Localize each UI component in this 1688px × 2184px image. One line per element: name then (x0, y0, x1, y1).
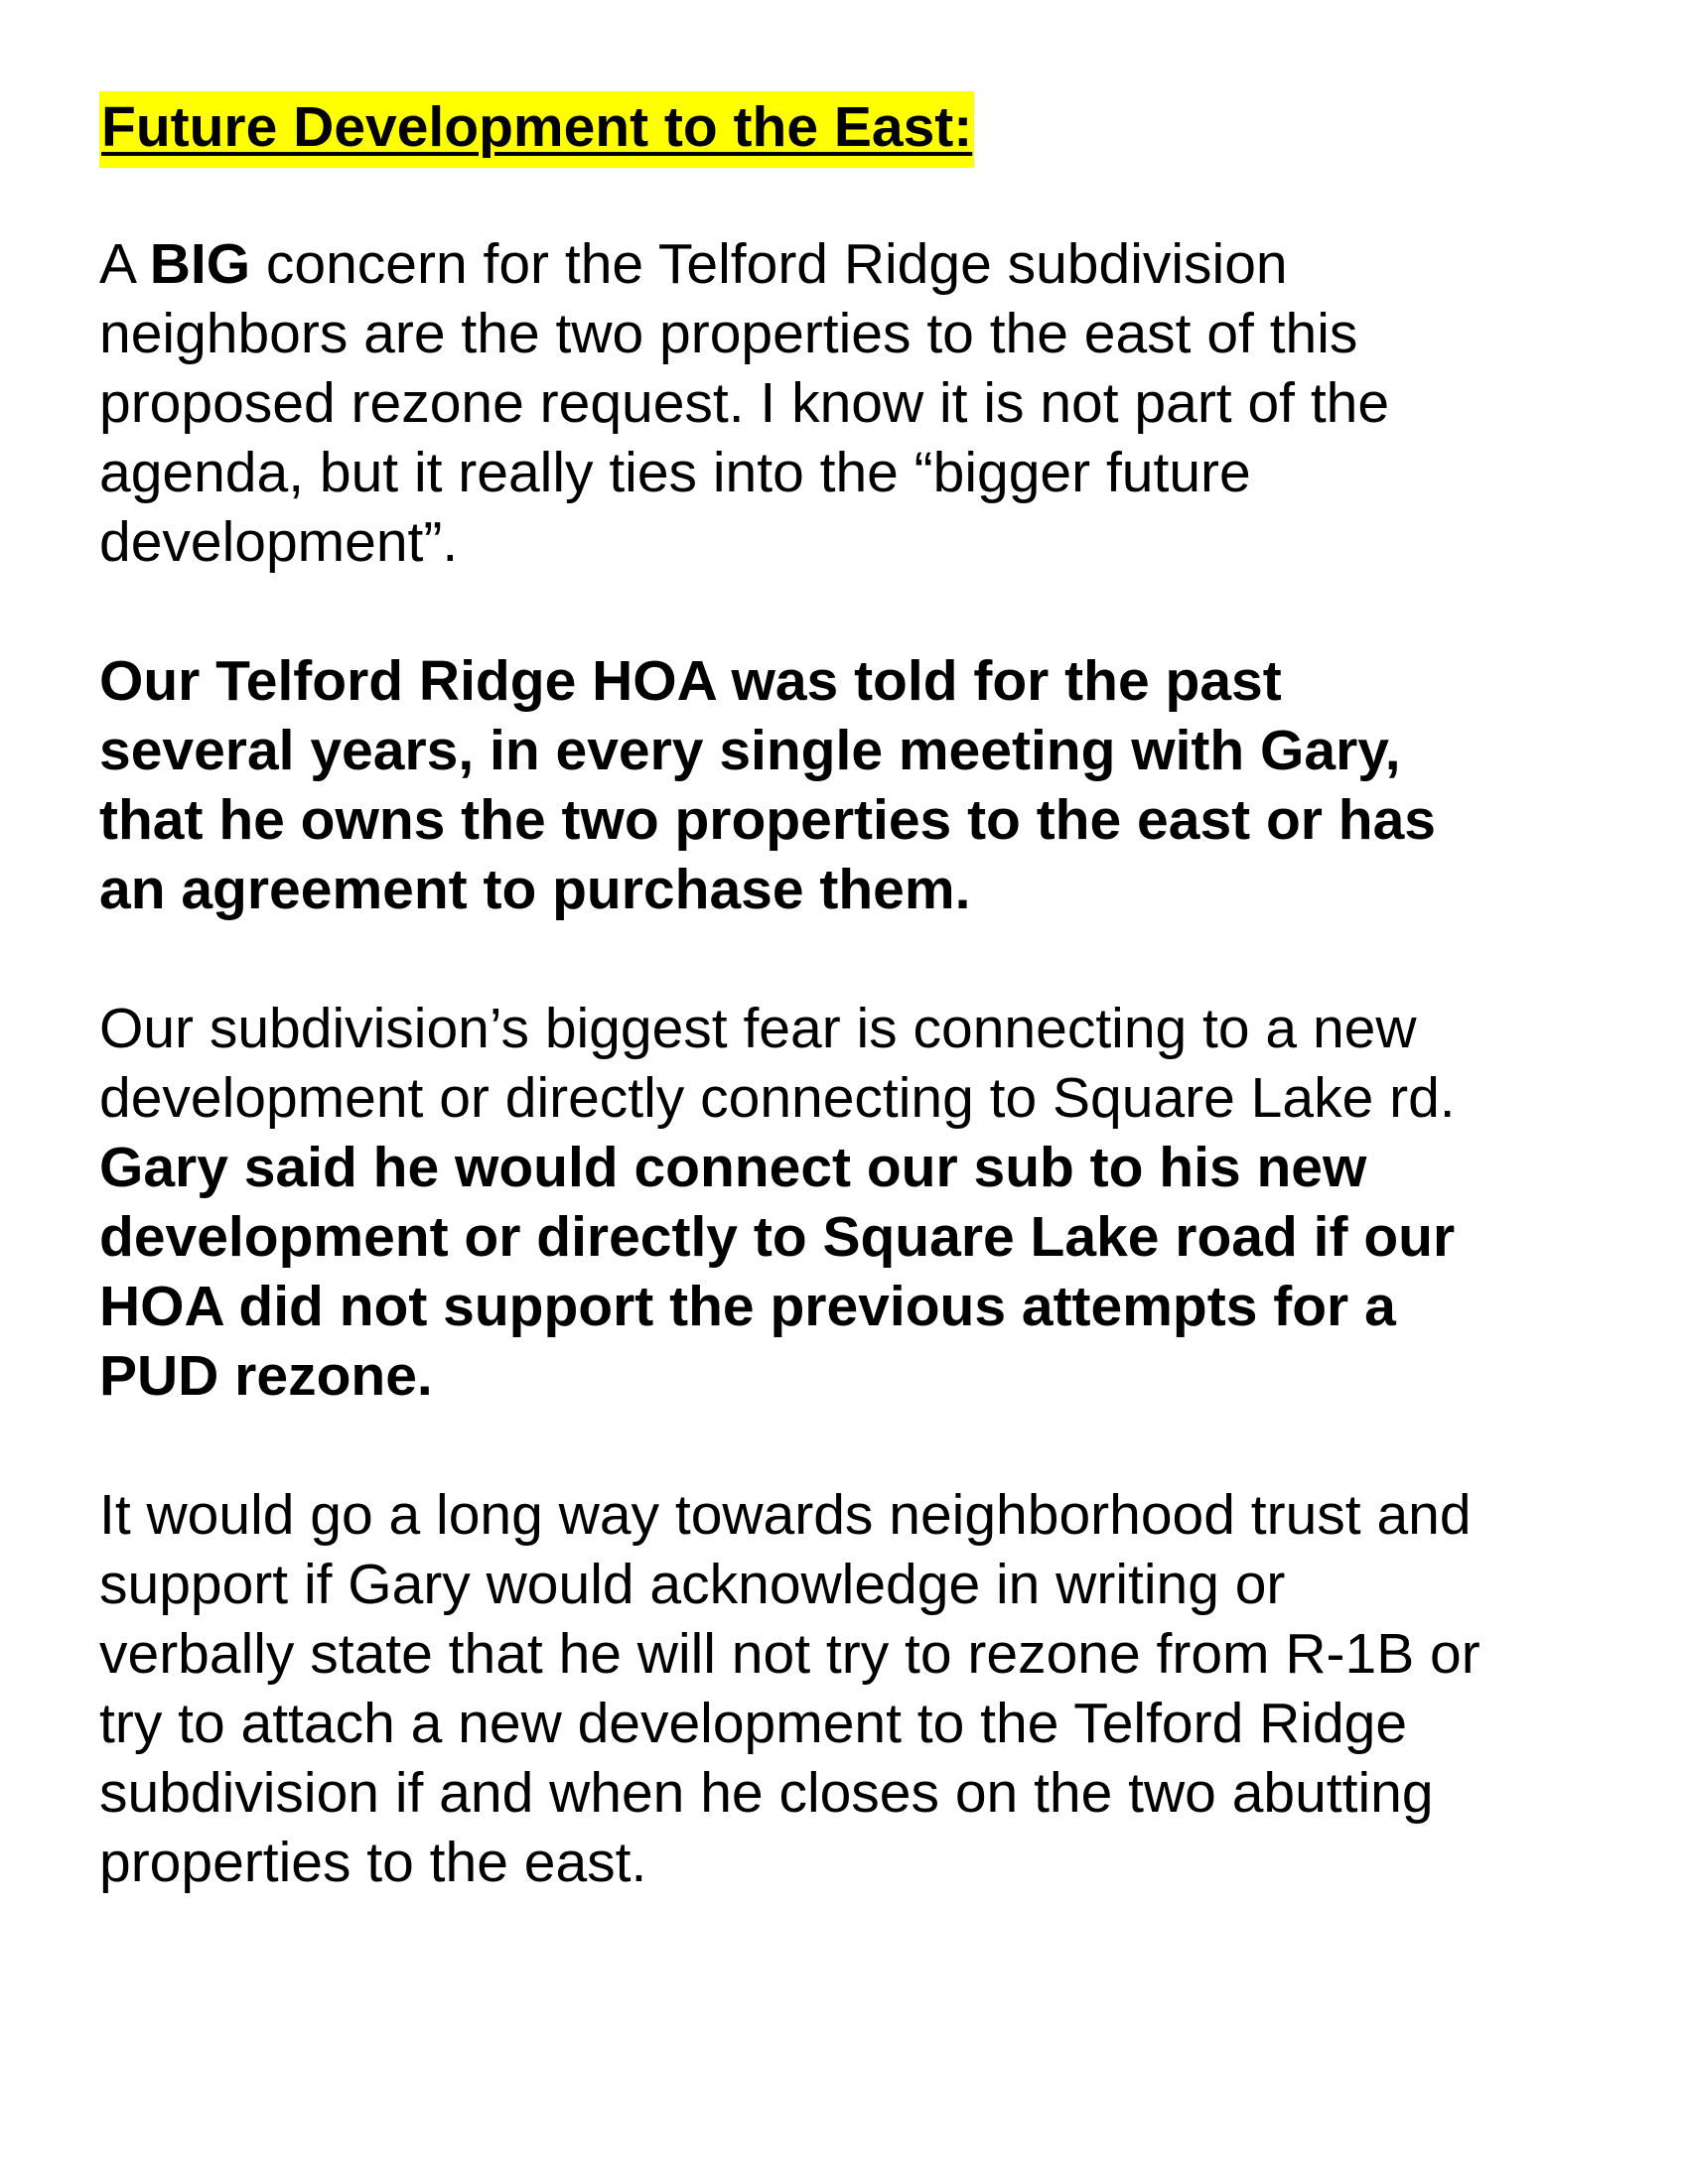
paragraph-line: development”. (99, 510, 459, 574)
paragraph-line: agenda, but it really ties into the “bigger future (99, 441, 1251, 504)
paragraph-line: several years, in every single meeting with Gary, (99, 719, 1401, 782)
paragraph-line: verbally state that he will not try to rezone from R-1B or (99, 1622, 1480, 1686)
paragraph-biggest-fear (99, 994, 1628, 1411)
paragraph-line: try to attach a new development to the Telford Ridge (99, 1692, 1408, 1755)
paragraph-line: development or directly connecting to Square Lake rd. (99, 1066, 1456, 1130)
paragraph-line: It would go a long way towards neighborhood trust and (99, 1483, 1472, 1547)
text-run: concern for the Telford Ridge subdivision (250, 232, 1288, 296)
paragraph-line: that he owns the two properties to the east or has (99, 788, 1437, 852)
paragraph-line-bold: Gary said he would connect our sub to his new (99, 1136, 1367, 1199)
paragraph-line: proposed rezone request. I know it is not part of the (99, 371, 1390, 435)
paragraph-line: Our subdivision’s biggest fear is connecting to a new (99, 997, 1417, 1060)
paragraph-line-bold: HOA did not support the previous attempts for a (99, 1275, 1396, 1338)
paragraph-concern (99, 229, 1628, 577)
paragraph-line: subdivision if and when he closes on the two abutting (99, 1761, 1434, 1825)
emphasis-big: BIG (149, 232, 251, 296)
paragraph-line: an agreement to purchase them. (99, 858, 971, 921)
paragraph-line-bold: PUD rezone. (99, 1344, 433, 1408)
paragraph-hoa-told (99, 646, 1628, 924)
paragraph-trust-request (99, 1480, 1628, 1897)
paragraph-line: Our Telford Ridge HOA was told for the past (99, 649, 1282, 713)
paragraph-line: support if Gary would acknowledge in writing or (99, 1553, 1286, 1616)
paragraph-line: neighbors are the two properties to the east of this (99, 302, 1358, 365)
paragraph-line: properties to the east. (99, 1831, 647, 1894)
text-run: A (99, 232, 150, 296)
document-body (99, 91, 1628, 1967)
heading-container (99, 91, 1628, 168)
paragraph-line (99, 229, 1628, 299)
paragraph-line-bold: development or directly to Square Lake road if our (99, 1205, 1456, 1269)
section-heading: Future Development to the East: (99, 91, 974, 168)
